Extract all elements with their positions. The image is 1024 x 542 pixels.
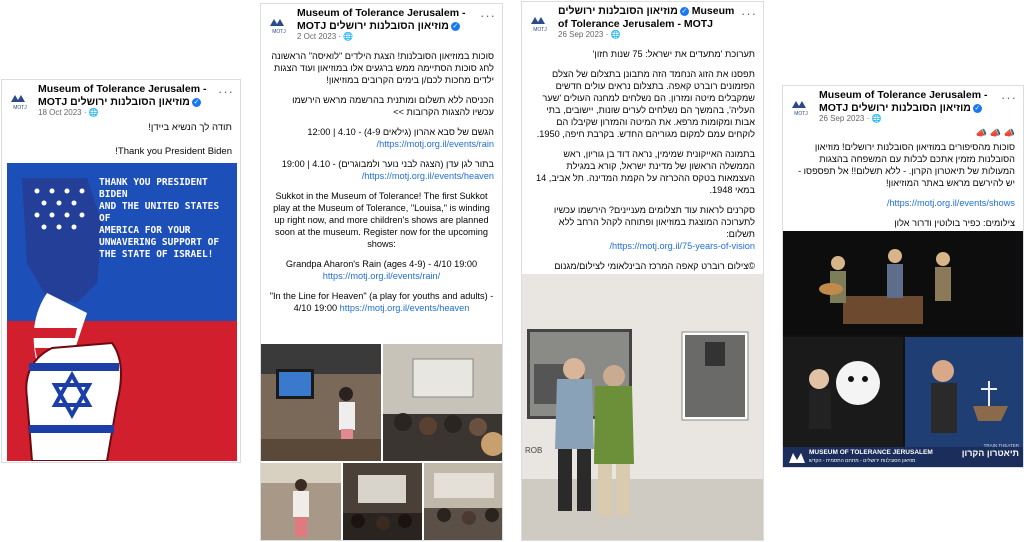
post-header xyxy=(261,4,502,44)
poster-line: THE STATE OF ISRAEL! xyxy=(99,249,214,260)
post-date[interactable]: 2 Oct 2023 xyxy=(297,32,337,41)
post-photo-2[interactable] xyxy=(383,344,503,461)
wall-text: ROB xyxy=(525,446,543,455)
page-name-en[interactable]: Museum of Tolerance Jerusalem - MOTJ xyxy=(819,89,988,114)
page-name-en[interactable]: Museum of Tolerance Jerusalem - MOTJ xyxy=(558,5,735,30)
post-meta: 26 Sep 2023 · 🌐 xyxy=(819,114,882,123)
page-logo-icon[interactable] xyxy=(528,10,552,34)
show-link[interactable]: https://motj.org.il/events/heaven xyxy=(339,303,470,313)
post-header xyxy=(2,80,240,120)
photo-art xyxy=(261,344,381,461)
post-title: תערוכת 'מתעדים את ישראל: 75 שנות חזון' xyxy=(592,49,755,59)
post-image-gallery[interactable] xyxy=(522,274,764,541)
page-name[interactable] xyxy=(558,5,739,31)
post-photo-1[interactable] xyxy=(261,344,381,461)
post-paragraph: בתמונה האייקונית שמימין, נראה דוד בן גוריון, ראש הממשלה הראשון של מדינת ישראל, קורא במגילת העצמאות בטקס ההכרזה על הקמת המדינה. תל אביב, 14 במאי 1948. xyxy=(536,149,755,195)
show-link[interactable]: https://motj.org.il/events/rain/ xyxy=(376,139,494,149)
post-paragraph-en: Sukkot in the Museum of Tolerance! The first Sukkot play at the Museum of Tolerance, "Louisa," is winding up right now, and more children's shows are planned soon at the museum. Register now for the upcoming shows: xyxy=(273,191,490,249)
logo-text: MOTJ xyxy=(533,27,547,33)
post-text-en: Thank you President Biden! xyxy=(115,145,232,157)
page-name-en[interactable]: Museum of Tolerance Jerusalem - MOTJ xyxy=(297,7,466,32)
post-body-en xyxy=(261,190,502,314)
post-paragraph: סוכות במוזיאון הסובלנות! הצגת הילדים "לואיסה" הראשונה לחג סוכות הסתיימה ממש ברגעים אלו במוזיאון ועוד הצגות ילדים מחכות לכם/ן בימים הקרובים במוזיאון! xyxy=(271,51,494,85)
photo-art xyxy=(261,463,341,541)
photo-art xyxy=(522,274,764,541)
more-options-icon[interactable]: ··· xyxy=(741,6,757,21)
globe-icon: 🌐 xyxy=(343,32,354,41)
post-card-sukkot xyxy=(260,3,503,541)
photo-credit: צילומים: כפיר בולוטין ודרור אלון xyxy=(894,218,1015,228)
show-link[interactable]: https://motj.org.il/events/heaven/ xyxy=(361,171,494,181)
photo-art xyxy=(783,231,1024,468)
banner-he: מוזיאון הסובלנות ירושלים - מתחם התסמיח - הקדש xyxy=(809,458,916,464)
exhibition-link[interactable]: https://motj.org.il/75-years-of-vision/ xyxy=(609,241,755,251)
post-meta: 2 Oct 2023 · 🌐 xyxy=(297,32,354,41)
post-card-biden xyxy=(1,79,241,463)
theatre-he: תיאטרון הקרון xyxy=(961,448,1019,458)
post-image-poster[interactable] xyxy=(7,163,237,461)
shows-link[interactable]: https://motj.org.il/events/shows/ xyxy=(886,198,1015,208)
photo-credit: ©צילום רוברט קאפה המרכז הבינלאומי לצילום/מגנום xyxy=(554,261,755,271)
poster-line: THANK YOU PRESIDENT BIDEN xyxy=(99,177,208,200)
post-date[interactable]: 18 Oct 2023 xyxy=(38,108,82,117)
show-title: הגשם של סבא אהרון (גילאים 4-9) - 4.10 | 12:00 xyxy=(307,127,494,137)
post-header xyxy=(522,2,763,42)
post-photo-5[interactable] xyxy=(424,463,503,541)
poster-headline xyxy=(99,177,235,261)
post-meta: 18 Oct 2023 · 🌐 xyxy=(38,108,99,117)
post-body xyxy=(783,127,1023,229)
page-name[interactable] xyxy=(819,89,999,115)
show-title: Grandpa Aharon's Rain (ages 4-9) - 4/10 19:00 xyxy=(285,259,478,269)
verified-icon: ✓ xyxy=(974,105,981,112)
post-meta: 26 Sep 2023 · 🌐 xyxy=(558,30,621,39)
more-options-icon[interactable]: ··· xyxy=(1001,90,1017,105)
more-options-icon[interactable]: ··· xyxy=(218,84,234,99)
show-link[interactable]: https://motj.org.il/events/rain/ xyxy=(322,271,441,281)
verified-icon: ✓ xyxy=(681,8,688,15)
page-name-en[interactable]: Museum of Tolerance Jerusalem - MOTJ xyxy=(38,83,207,108)
post-image-collage[interactable] xyxy=(783,231,1024,468)
page-logo-icon[interactable] xyxy=(8,88,32,112)
globe-icon: 🌐 xyxy=(88,108,99,117)
logo-text: MOTJ xyxy=(272,29,286,35)
page-name-he[interactable]: מוזיאון הסובלנות ירושלים xyxy=(851,102,971,114)
poster-line: UNWAVERING SUPPORT OF xyxy=(99,237,220,248)
page-name-he[interactable]: מוזיאון הסובלנות ירושלים xyxy=(329,20,449,32)
show-entry-en xyxy=(269,258,494,282)
photo-art xyxy=(383,344,503,461)
photo-art xyxy=(424,463,503,541)
post-photo-3[interactable] xyxy=(261,463,341,541)
megaphone-icon: 📣 📣 📣 xyxy=(975,128,1015,138)
verified-icon: ✓ xyxy=(193,99,200,106)
post-date[interactable]: 26 Sep 2023 xyxy=(819,114,865,123)
cta-text: סקרנים לראות עוד תצלומים מעניינים? הירשמו עכשיו לתערוכה המוצגת במוזיאון ופתוחה לקהל הרחב ללא תשלום: xyxy=(553,205,755,239)
post-text-he: תודה לך הנשיא ביידן! xyxy=(148,122,232,133)
post-paragraph: הכניסה ללא תשלום ומותנית בהרשמה מראש הירשמו עכשיו להצגות הקרובות >> xyxy=(292,95,494,117)
verified-icon: ✓ xyxy=(452,23,459,30)
post-card-theatre xyxy=(782,85,1024,468)
page-logo-icon[interactable] xyxy=(789,94,813,118)
show-title: "In the Line for Heaven" (a play for youths and adults) - 4/10 19:00 xyxy=(269,291,494,313)
post-link-row xyxy=(791,197,1015,209)
post-header xyxy=(783,86,1023,126)
post-body xyxy=(261,50,502,182)
poster-line: AND THE UNITED STATES OF xyxy=(99,201,220,224)
show-entry-en xyxy=(269,290,494,314)
poster-line: AMERICA FOR YOUR xyxy=(99,225,191,236)
page-name-he[interactable]: מוזיאון הסובלנות ירושלים xyxy=(70,96,190,108)
page-name[interactable] xyxy=(38,83,216,109)
post-paragraph xyxy=(530,204,755,252)
page-name[interactable] xyxy=(297,7,478,33)
banner-museum-name xyxy=(809,449,933,465)
post-paragraph: תפסנו את הזוג הנחמד הזה מתבונן בתצלום של הצלם הפזמונים רוברט קאפה. בתצלום נראים עולים חדשים שמקבלים מיטה ומזרון. הם נשלחים למחנה העולים 'שער העליה', בהמשך הם נשלחים לערים שונות, יישובים, בתי אבות ומקומות מרפא. את המיטה והמזרון שקיבלו הם לוקחים עמם למקום מגוריהם החדש. בקרבת חיפה, 1950. xyxy=(536,69,755,139)
photo-art xyxy=(343,463,422,541)
post-date[interactable]: 26 Sep 2023 xyxy=(558,30,604,39)
post-body xyxy=(522,48,763,284)
show-title: בתור לגן עדן (הצגה לבני נוער ולמבוגרים) - 4.10 | 19:00 xyxy=(281,159,494,169)
more-options-icon[interactable]: ··· xyxy=(480,8,496,23)
logo-text: MOTJ xyxy=(13,105,27,111)
post-photo-4[interactable] xyxy=(343,463,422,541)
globe-icon: 🌐 xyxy=(871,114,882,123)
page-logo-icon[interactable] xyxy=(267,12,291,36)
theatre-logo xyxy=(962,443,1019,458)
post-paragraph: סוכות מהסיפורים במוזיאון הסובלנות ירושלים! מוזיאון הסובלנות מזמין אתכם לבלות עם המשפחה בהצגות המעולות של תיאטרון הקרון. - ללא תשלום!! אל תפספסו - יש להירשם מראש באתר המוזיאון! xyxy=(798,142,1015,188)
logo-text: MOTJ xyxy=(794,111,808,117)
show-entry xyxy=(269,158,494,182)
page-name-he[interactable]: מוזיאון הסובלנות ירושלים xyxy=(558,5,678,17)
banner-en: MUSEUM OF TOLERANCE JERUSALEM xyxy=(809,449,933,456)
post-card-exhibition xyxy=(521,1,764,541)
show-entry xyxy=(269,126,494,150)
theatre-en: TRAIN THEATER xyxy=(983,443,1019,448)
globe-icon: 🌐 xyxy=(610,30,621,39)
